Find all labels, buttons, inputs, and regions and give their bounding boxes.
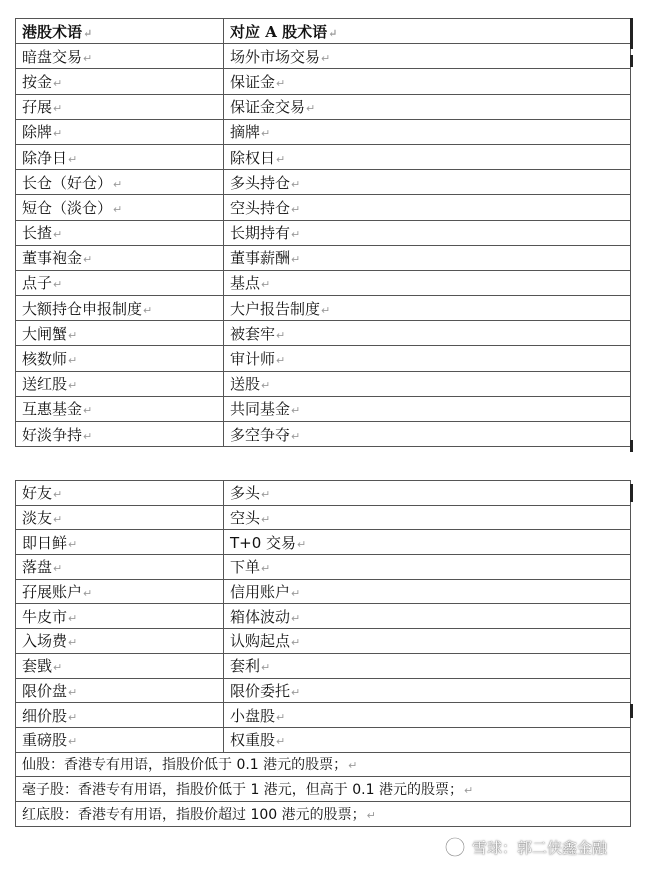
a-term-cell bbox=[224, 629, 631, 654]
table-row bbox=[16, 777, 631, 802]
paragraph-mark: ↵ bbox=[83, 429, 93, 443]
a-term-cell bbox=[224, 170, 631, 195]
header-cell bbox=[16, 19, 224, 44]
paragraph-mark: ↵ bbox=[366, 808, 376, 822]
hk-term-cell bbox=[16, 270, 224, 295]
paragraph-mark: ↵ bbox=[291, 177, 301, 191]
paragraph-mark: ↵ bbox=[276, 710, 286, 724]
a-term-cell-text: 场外市场交易 bbox=[230, 47, 321, 66]
table-row bbox=[16, 629, 631, 654]
hk-term-cell-text: 大闸蟹 bbox=[22, 324, 68, 343]
note-cell-text: 仙股：香港专有用语，指股价低于 0.1 港元的股票； bbox=[22, 757, 348, 774]
hk-term-cell bbox=[16, 371, 224, 396]
table-row bbox=[16, 346, 631, 371]
hk-term-cell bbox=[16, 220, 224, 245]
a-term-cell-text: 除权日 bbox=[230, 148, 276, 167]
a-term-cell bbox=[224, 371, 631, 396]
paragraph-mark: ↵ bbox=[68, 735, 78, 749]
a-term-cell bbox=[224, 653, 631, 678]
hk-terms-table bbox=[15, 18, 631, 447]
a-term-cell-text: 限价委托 bbox=[230, 681, 291, 700]
hk-term-cell-text: 除牌 bbox=[22, 123, 53, 142]
paragraph-mark: ↵ bbox=[463, 784, 474, 798]
hk-term-cell-text: 短仓（淡仓） bbox=[22, 198, 113, 217]
a-term-cell-text: 保证金交易 bbox=[230, 98, 306, 117]
a-term-cell-text: 保证金 bbox=[230, 72, 276, 91]
a-term-cell-text: 空头持仓 bbox=[230, 198, 291, 217]
hk-term-cell bbox=[16, 346, 224, 371]
hk-term-cell bbox=[16, 481, 224, 506]
note-cell-text: 红底股：香港专有用语，指股价超过 100 港元的股票； bbox=[22, 806, 366, 823]
paragraph-mark: ↵ bbox=[68, 710, 78, 724]
table-row bbox=[16, 801, 631, 826]
paragraph-mark: ↵ bbox=[68, 354, 78, 368]
table-row bbox=[16, 678, 631, 703]
hk-term-cell-text: 限价盘 bbox=[22, 681, 68, 700]
table-row bbox=[16, 727, 631, 752]
hk-term-cell-text: 大额持仓申报制度 bbox=[22, 299, 143, 318]
note-cell-text: 毫子股：香港专有用语，指股价低于 1 港元，但高于 0.1 港元的股票； bbox=[22, 782, 463, 799]
paragraph-mark: ↵ bbox=[68, 537, 78, 551]
a-term-cell bbox=[224, 321, 631, 346]
a-term-cell-text: 共同基金 bbox=[230, 400, 291, 419]
a-term-cell bbox=[224, 44, 631, 69]
hk-term-cell bbox=[16, 530, 224, 555]
hk-term-cell-text: 孖展账户 bbox=[22, 583, 83, 602]
a-term-cell-text: 审计师 bbox=[230, 350, 276, 369]
hk-term-cell-text: 孖展 bbox=[22, 98, 53, 117]
a-term-cell-text: 下单 bbox=[230, 558, 261, 577]
table-row bbox=[16, 195, 631, 220]
hk-term-cell bbox=[16, 296, 224, 321]
hk-term-cell-text: 即日鲜 bbox=[22, 533, 68, 552]
hk-term-cell bbox=[16, 555, 224, 580]
paragraph-mark: ↵ bbox=[83, 253, 93, 267]
table-row bbox=[16, 396, 631, 421]
paragraph-mark: ↵ bbox=[53, 562, 63, 576]
paragraph-mark: ↵ bbox=[68, 685, 78, 699]
hk-term-cell-text: 按金 bbox=[22, 72, 53, 91]
paragraph-mark: ↵ bbox=[291, 228, 301, 242]
table-edge-mark bbox=[630, 18, 633, 49]
hk-term-cell bbox=[16, 678, 224, 703]
paragraph-mark: ↵ bbox=[113, 202, 123, 216]
table-edge-mark bbox=[630, 55, 633, 67]
hk-terms-table-body bbox=[16, 19, 631, 447]
a-term-cell-text: 多空争夺 bbox=[230, 425, 291, 444]
a-term-cell bbox=[224, 270, 631, 295]
table-edge-mark bbox=[630, 704, 633, 718]
paragraph-mark: ↵ bbox=[348, 759, 358, 773]
table-row bbox=[16, 321, 631, 346]
hk-term-cell-text: 落盘 bbox=[22, 558, 53, 577]
hk-term-cell-text: 入场费 bbox=[22, 632, 68, 651]
table-edge-mark bbox=[630, 484, 633, 502]
hk-term-cell-text: 套戥 bbox=[22, 657, 53, 676]
hk-term-cell bbox=[16, 604, 224, 629]
paragraph-mark: ↵ bbox=[53, 278, 63, 292]
paragraph-mark: ↵ bbox=[291, 685, 301, 699]
a-term-cell-text: 董事薪酬 bbox=[230, 249, 291, 268]
table-row bbox=[16, 94, 631, 119]
table-row bbox=[16, 653, 631, 678]
a-term-cell bbox=[224, 94, 631, 119]
table-row bbox=[16, 119, 631, 144]
paragraph-mark: ↵ bbox=[291, 404, 301, 418]
a-term-cell bbox=[224, 346, 631, 371]
paragraph-mark: ↵ bbox=[291, 611, 301, 625]
paragraph-mark: ↵ bbox=[53, 102, 63, 116]
a-term-cell-text: 摘牌 bbox=[230, 123, 261, 142]
hk-term-cell-text: 送红股 bbox=[22, 375, 68, 394]
paragraph-mark: ↵ bbox=[261, 562, 271, 576]
a-term-cell bbox=[224, 195, 631, 220]
table-edge-mark bbox=[630, 440, 633, 452]
a-term-cell bbox=[224, 678, 631, 703]
paragraph-mark: ↵ bbox=[261, 488, 271, 502]
paragraph-mark: ↵ bbox=[53, 513, 63, 527]
snowball-logo-icon bbox=[444, 836, 466, 858]
a-term-cell bbox=[224, 604, 631, 629]
a-term-cell-text: 认购起点 bbox=[230, 632, 291, 651]
paragraph-mark: ↵ bbox=[113, 177, 123, 191]
a-term-cell-text: 多头持仓 bbox=[230, 173, 291, 192]
paragraph-mark: ↵ bbox=[68, 152, 78, 166]
a-term-cell bbox=[224, 505, 631, 530]
paragraph-mark: ↵ bbox=[83, 404, 93, 418]
a-term-cell-text: 被套牢 bbox=[230, 324, 276, 343]
a-term-cell-text: 基点 bbox=[230, 274, 261, 293]
hk-term-cell-text: 好淡争持 bbox=[22, 425, 83, 444]
paragraph-mark: ↵ bbox=[53, 76, 63, 90]
header-hk-label: 港股术语 bbox=[22, 22, 83, 41]
paragraph-mark: ↵ bbox=[68, 636, 78, 650]
paragraph-mark: ↵ bbox=[143, 303, 153, 317]
table-row bbox=[16, 245, 631, 270]
paragraph-mark: ↵ bbox=[53, 661, 63, 675]
paragraph-mark: ↵ bbox=[306, 102, 316, 116]
table-row bbox=[16, 44, 631, 69]
hk-term-cell bbox=[16, 44, 224, 69]
a-term-cell bbox=[224, 555, 631, 580]
table-row bbox=[16, 422, 631, 447]
paragraph-mark: ↵ bbox=[276, 735, 286, 749]
a-term-cell-text: T+0 交易 bbox=[230, 533, 297, 552]
hk-term-cell bbox=[16, 321, 224, 346]
a-term-cell-text: 长期持有 bbox=[230, 224, 291, 243]
table-row bbox=[16, 270, 631, 295]
a-term-cell bbox=[224, 579, 631, 604]
a-term-cell-text: 送股 bbox=[230, 375, 261, 394]
header-a-label: 对应 A 股术语 bbox=[230, 22, 328, 41]
hk-terms-table-continued-body bbox=[16, 481, 631, 827]
paragraph-mark: ↵ bbox=[261, 379, 271, 393]
table-row bbox=[16, 505, 631, 530]
paragraph-mark: ↵ bbox=[297, 537, 307, 551]
table-row bbox=[16, 555, 631, 580]
hk-term-cell bbox=[16, 144, 224, 169]
paragraph-mark: ↵ bbox=[68, 328, 78, 342]
paragraph-mark: ↵ bbox=[321, 303, 331, 317]
table-row bbox=[16, 371, 631, 396]
a-term-cell bbox=[224, 481, 631, 506]
hk-terms-table-continued bbox=[15, 480, 631, 827]
hk-term-cell-text: 牛皮市 bbox=[22, 607, 68, 626]
a-term-cell-text: 信用账户 bbox=[230, 583, 291, 602]
paragraph-mark: ↵ bbox=[291, 202, 301, 216]
paragraph-mark: ↵ bbox=[276, 354, 286, 368]
watermark-text: 雪球：郭二侠鑫金融 bbox=[472, 838, 608, 857]
paragraph-mark: ↵ bbox=[261, 127, 271, 141]
hk-term-cell-text: 点子 bbox=[22, 274, 53, 293]
hk-term-cell-text: 好友 bbox=[22, 484, 53, 503]
paragraph-mark: ↵ bbox=[53, 488, 63, 502]
a-term-cell-text: 权重股 bbox=[230, 731, 276, 750]
a-term-cell bbox=[224, 296, 631, 321]
table-row bbox=[16, 604, 631, 629]
table-row bbox=[16, 481, 631, 506]
paragraph-mark: ↵ bbox=[83, 51, 93, 65]
hk-term-cell-text: 重磅股 bbox=[22, 731, 68, 750]
paragraph-mark: ↵ bbox=[53, 127, 63, 141]
a-term-cell bbox=[224, 703, 631, 728]
paragraph-mark: ↵ bbox=[321, 51, 331, 65]
watermark bbox=[444, 834, 654, 860]
hk-term-cell bbox=[16, 396, 224, 421]
paragraph-mark: ↵ bbox=[276, 76, 286, 90]
table-row bbox=[16, 296, 631, 321]
hk-term-cell-text: 暗盘交易 bbox=[22, 47, 83, 66]
hk-term-cell bbox=[16, 727, 224, 752]
hk-term-cell-text: 淡友 bbox=[22, 509, 53, 528]
hk-term-cell-text: 细价股 bbox=[22, 706, 68, 725]
hk-term-cell-text: 董事袍金 bbox=[22, 249, 83, 268]
hk-term-cell bbox=[16, 170, 224, 195]
paragraph-mark: ↵ bbox=[53, 228, 63, 242]
table-row bbox=[16, 752, 631, 777]
hk-term-cell bbox=[16, 629, 224, 654]
a-term-cell-text: 箱体波动 bbox=[230, 607, 291, 626]
hk-term-cell bbox=[16, 422, 224, 447]
paragraph-mark: ↵ bbox=[291, 253, 301, 267]
hk-term-cell bbox=[16, 245, 224, 270]
table-row bbox=[16, 170, 631, 195]
a-term-cell-text: 空头 bbox=[230, 509, 261, 528]
a-term-cell-text: 小盘股 bbox=[230, 706, 276, 725]
note-cell bbox=[16, 801, 631, 826]
a-term-cell-text: 大户报告制度 bbox=[230, 299, 321, 318]
paragraph-mark: ↵ bbox=[291, 587, 301, 601]
hk-term-cell bbox=[16, 94, 224, 119]
table-row bbox=[16, 220, 631, 245]
a-term-cell bbox=[224, 245, 631, 270]
hk-term-cell bbox=[16, 69, 224, 94]
hk-term-cell bbox=[16, 703, 224, 728]
table-row bbox=[16, 144, 631, 169]
a-term-cell-text: 多头 bbox=[230, 484, 261, 503]
table-row bbox=[16, 703, 631, 728]
hk-term-cell bbox=[16, 195, 224, 220]
paragraph-mark: ↵ bbox=[276, 328, 286, 342]
hk-term-cell bbox=[16, 653, 224, 678]
a-term-cell bbox=[224, 144, 631, 169]
hk-term-cell-text: 长揸 bbox=[22, 224, 53, 243]
hk-term-cell-text: 核数师 bbox=[22, 350, 68, 369]
paragraph-mark: ↵ bbox=[261, 278, 271, 292]
a-term-cell bbox=[224, 422, 631, 447]
paragraph-mark: ↵ bbox=[261, 513, 271, 527]
paragraph-mark: ↵ bbox=[83, 26, 93, 40]
hk-term-cell-text: 除净日 bbox=[22, 148, 68, 167]
paragraph-mark: ↵ bbox=[68, 379, 78, 393]
a-term-cell-text: 套利 bbox=[230, 657, 261, 676]
table-header-row bbox=[16, 19, 631, 44]
paragraph-mark: ↵ bbox=[276, 152, 286, 166]
hk-term-cell bbox=[16, 119, 224, 144]
paragraph-mark: ↵ bbox=[291, 636, 301, 650]
hk-term-cell-text: 互惠基金 bbox=[22, 400, 83, 419]
paragraph-mark: ↵ bbox=[291, 429, 301, 443]
paragraph-mark: ↵ bbox=[261, 661, 271, 675]
note-cell bbox=[16, 752, 631, 777]
a-term-cell bbox=[224, 530, 631, 555]
paragraph-mark: ↵ bbox=[83, 587, 93, 601]
header-cell bbox=[224, 19, 631, 44]
a-term-cell bbox=[224, 727, 631, 752]
note-cell bbox=[16, 777, 631, 802]
a-term-cell bbox=[224, 69, 631, 94]
hk-term-cell bbox=[16, 505, 224, 530]
paragraph-mark: ↵ bbox=[328, 26, 338, 40]
table-row bbox=[16, 579, 631, 604]
a-term-cell bbox=[224, 119, 631, 144]
table-row bbox=[16, 530, 631, 555]
a-term-cell bbox=[224, 220, 631, 245]
hk-term-cell bbox=[16, 579, 224, 604]
hk-term-cell-text: 长仓（好仓） bbox=[22, 173, 113, 192]
table-row bbox=[16, 69, 631, 94]
paragraph-mark: ↵ bbox=[68, 611, 78, 625]
a-term-cell bbox=[224, 396, 631, 421]
